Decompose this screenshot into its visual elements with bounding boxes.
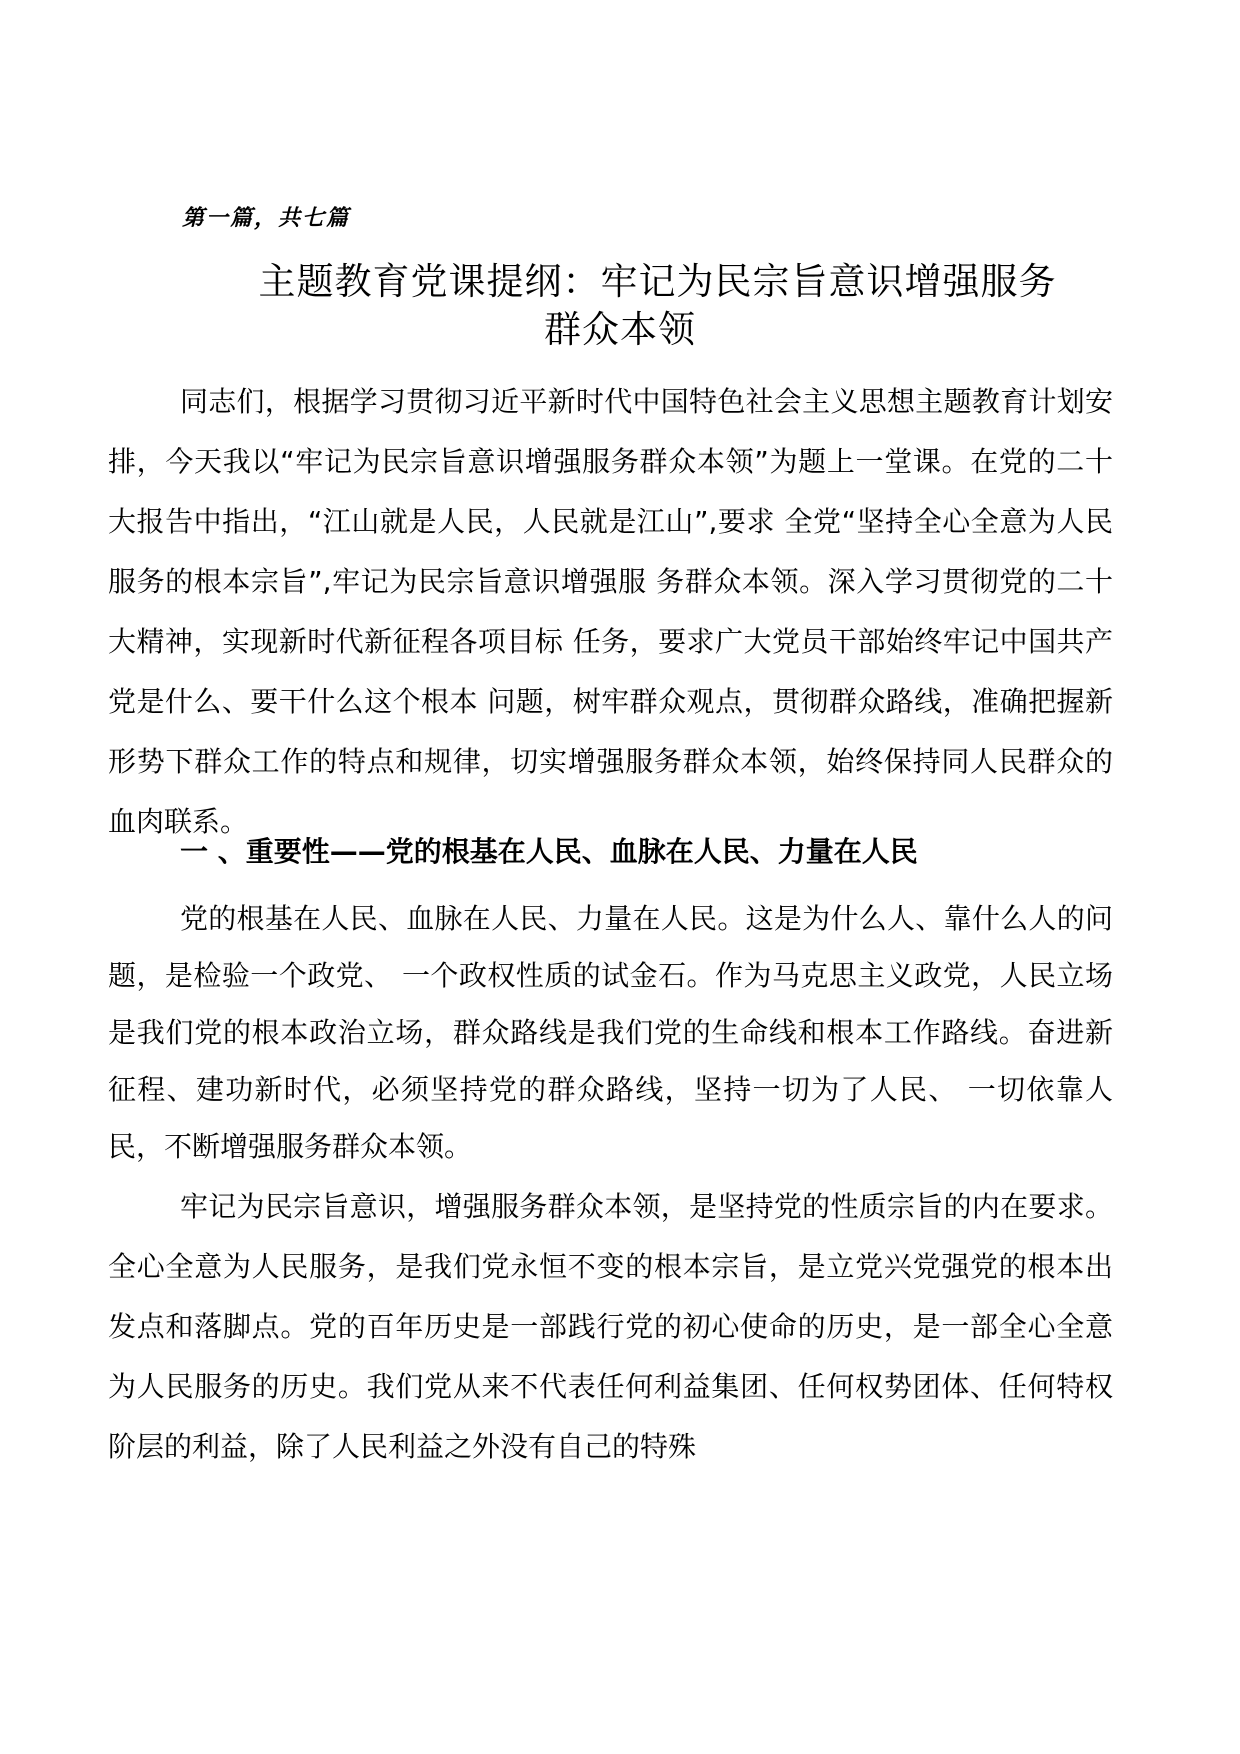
intro-paragraph: 同志们，根据学习贯彻习近平新时代中国特色社会主义思想主题教育计划安排，今天我以“牢记为民宗旨意识增强服务群众本领”为题上一堂课。在党的二十大报告中指出，“江山就是人民，人民就是江山”,要求 全党“坚持全心全意为人民服务的根本宗旨”,牢记为民宗旨意识增强服 务群众本领。深入学习贯彻党的二十大精神，实现新时代新征程各项目标 任务，要求广大党员干部始终牢记中国共产党是什么、要干什么这个根本 问题，树牢群众观点，贯彻群众路线，准确把握新形势下群众工作的特点和规律，切实增强服务群众本领，始终保持同人民群众的血肉联系。 [108,385,1113,838]
title-line-2: 群众本领 [544,308,696,351]
section-heading: 一 、重要性——党的根基在人民、血脉在人民、力量在人民 [180,835,918,868]
document-title [120,258,1120,354]
series-label: 第一篇，共七篇 [182,205,351,231]
section-paragraph-2: 牢记为民宗旨意识，增强服务群众本领，是坚持党的性质宗旨的内在要求。全心全意为人民服务，是我们党永恒不变的根本宗旨，是立党兴党强党的根本出发点和落脚点。党的百年历史是一部践行党的初心使命的历史，是一部全心全意为人民服务的历史。我们党从来不代表任何利益集团、任何权势团体、任何特权阶层的利益，除了人民利益之外没有自己的特殊 [108,1190,1113,1463]
section-paragraph-1: 党的根基在人民、血脉在人民、力量在人民。这是为什么人、靠什么人的问题，是检验一个政党、 一个政权性质的试金石。作为马克思主义政党，人民立场是我们党的根本政治立场，群众路线是我们党的生命线和根本工作路线。奋进新征程、建功新时代，必须坚持党的群众路线，坚持一切为了人民、 一切依靠人民，不断增强服务群众本领。 [108,902,1113,1163]
title-line-1: 主题教育党课提纲：牢记为民宗旨意识增强服务 [258,260,1057,303]
